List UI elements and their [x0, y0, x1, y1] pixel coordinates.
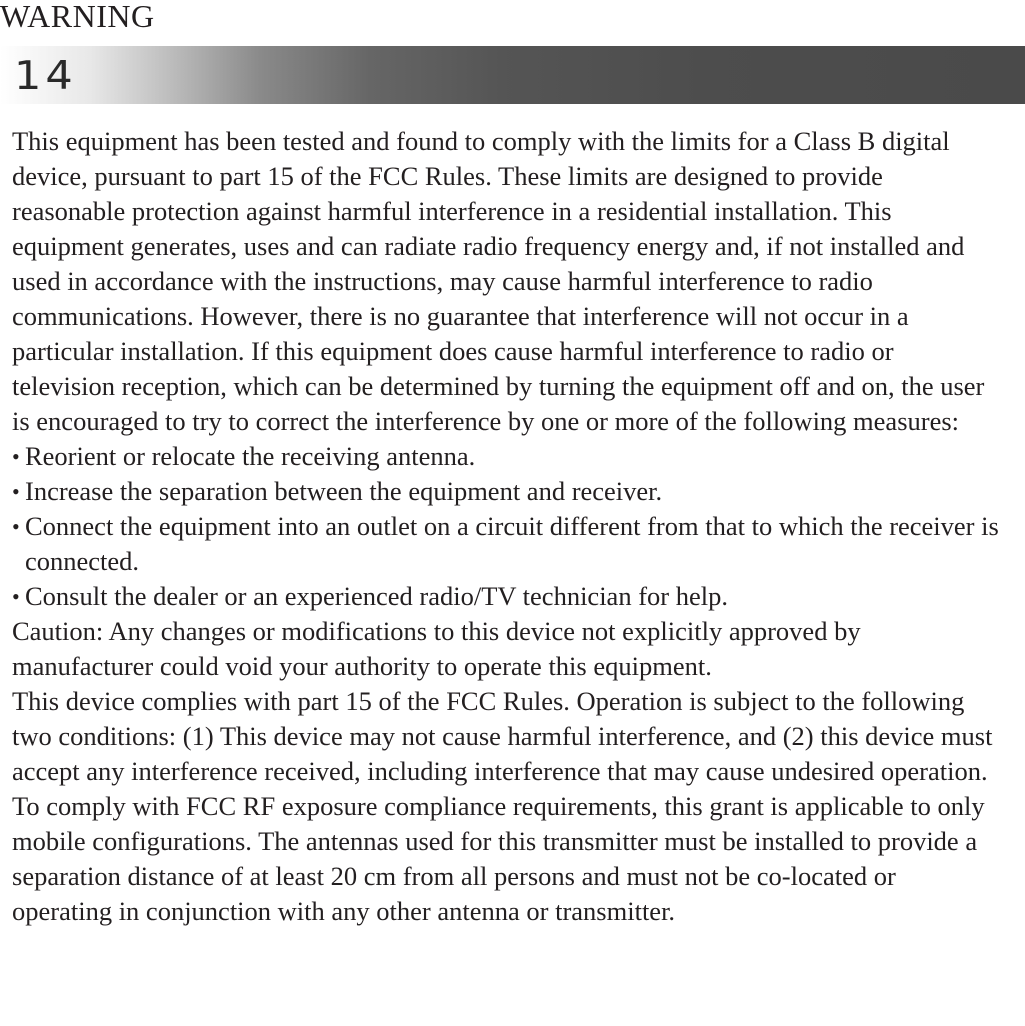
measure-text: Reorient or relocate the receiving antenna. [25, 441, 476, 471]
measure-text: Connect the equipment into an outlet on a circuit different from that to which the receiver is connected. [25, 511, 999, 576]
part15-paragraph: This device complies with part 15 of the FCC Rules. Operation is subject to the following two conditions: (1) This device may not cause harmful interference, and (2) this device must accept any interference received, including interference that may cause undesired operation. [12, 686, 993, 786]
page-title: WARNING [0, 0, 155, 34]
bullet-icon: • [12, 444, 20, 469]
rf-exposure-paragraph: To comply with FCC RF exposure compliance requirements, this grant is applicable to only mobile configurations. The antennas used for this transmitter must be installed to provide a separation distance of at least 20 cm from all persons and must not be co-located or operating in conjunction with any other antenna or transmitter. [12, 791, 985, 926]
bullet-icon: • [12, 514, 20, 539]
list-item [12, 509, 1002, 579]
intro-paragraph: This equipment has been tested and found to comply with the limits for a Class B digital device, pursuant to part 15 of the FCC Rules. These limits are designed to provide reasonable protection against harmful interference in a residential installation. This equipment generates, uses and can radiate radio frequency energy and, if not installed and used in accordance with the instructions, may cause harmful interference to radio communications. However, there is no guarantee that interference will not occur in a particular installation. If this equipment does cause harmful interference to radio or television reception, which can be determined by turning the equipment off and on, the user is encouraged to try to correct the interference by one or more of the following measures: [12, 126, 985, 436]
measure-text: Consult the dealer or an experienced radio/TV technician for help. [25, 581, 728, 611]
fcc-statement [12, 124, 1002, 929]
page-number: 14 [14, 52, 77, 99]
list-item [12, 579, 1002, 614]
list-item [12, 439, 1002, 474]
bullet-icon: • [12, 584, 20, 609]
caution-paragraph: Caution: Any changes or modifications to this device not explicitly approved by manufacturer could void your authority to operate this equipment. [12, 616, 861, 681]
list-item [12, 474, 1002, 509]
measure-text: Increase the separation between the equipment and receiver. [25, 476, 663, 506]
measures-list [12, 439, 1002, 614]
page-number-banner [0, 46, 1025, 104]
bullet-icon: • [12, 479, 20, 504]
